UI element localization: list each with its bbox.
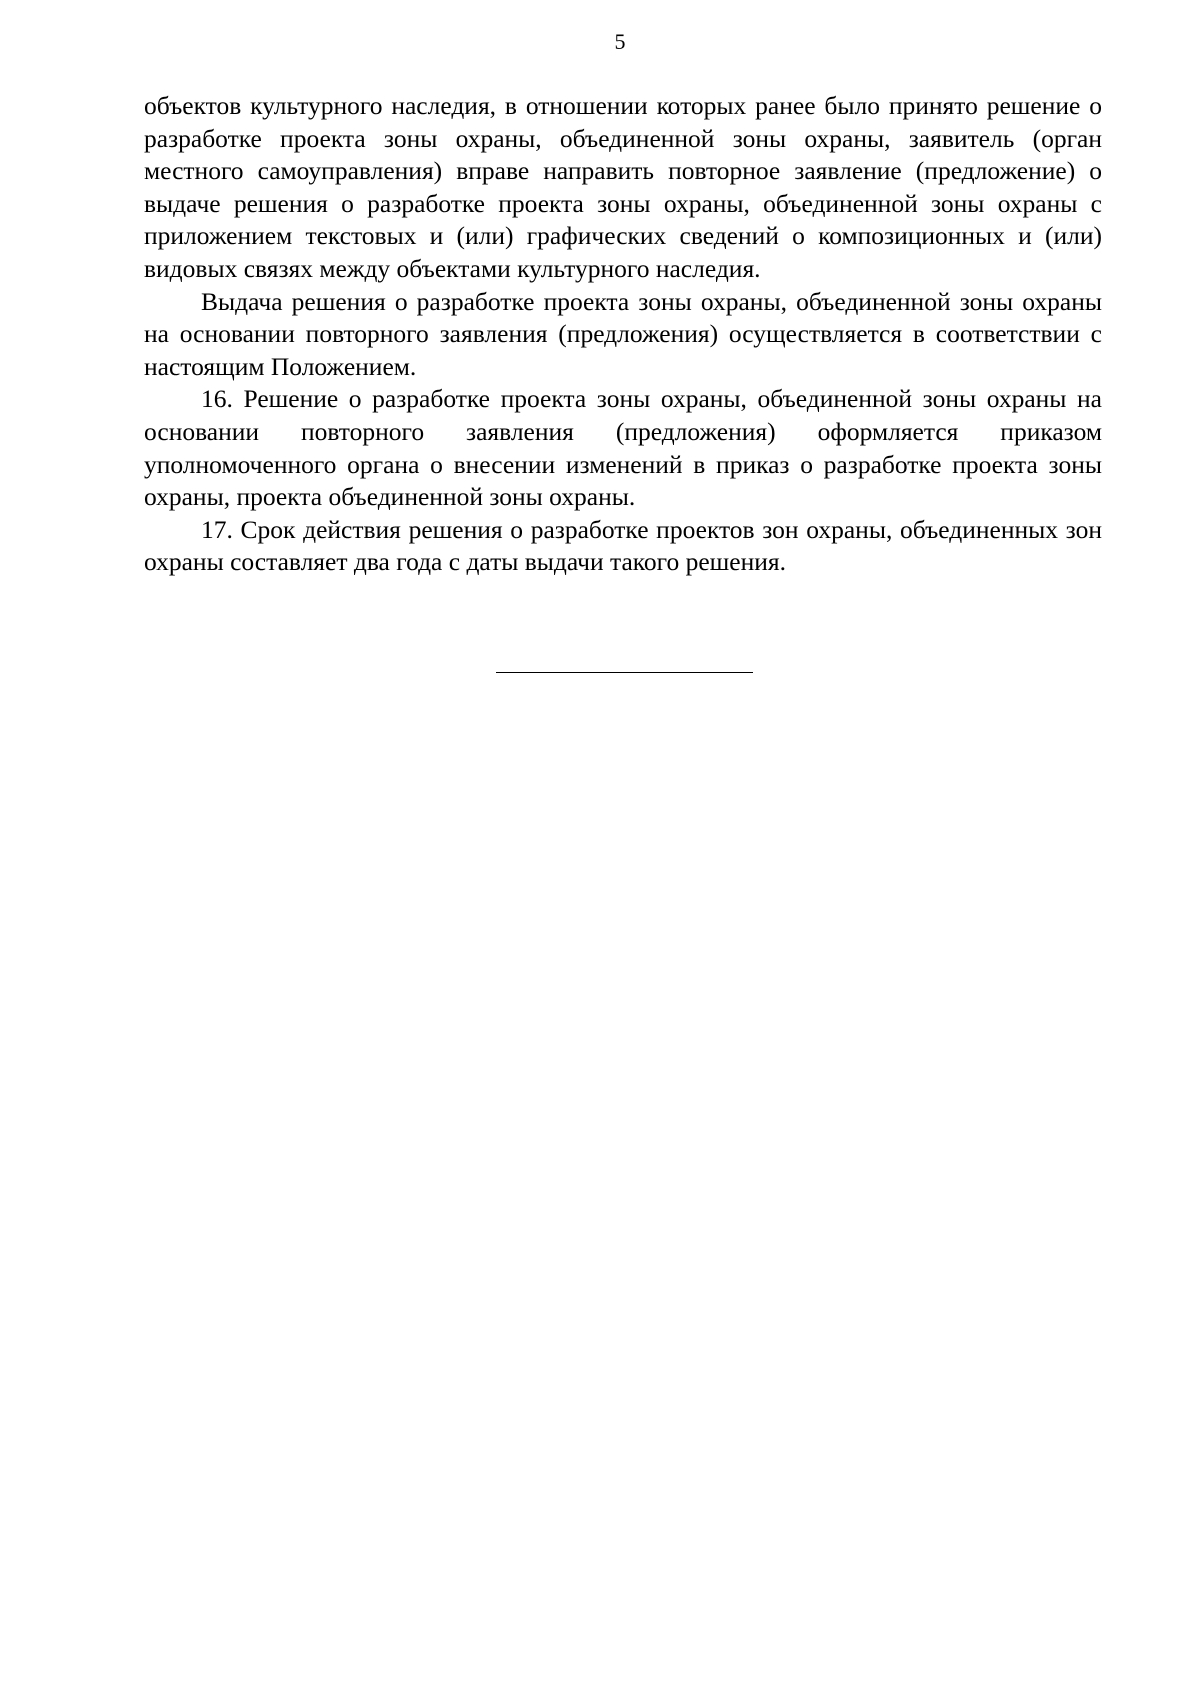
- paragraph-continuation: объектов культурного наследия, в отношении которых ранее было принято решение о разработке проекта зоны охраны, объединенной зоны охраны, заявитель (орган местного самоуправления) вправе направить повторное заявление (предложение) о выдаче решения о разработке проекта зоны охраны, объединенной зоны охраны с приложением текстовых и (или) графических сведений о композиционных и (или) видовых связях между объектами культурного наследия.: [144, 91, 1102, 283]
- page-number: 5: [614, 29, 626, 54]
- document-body: [144, 90, 1102, 579]
- paragraph-item-17: 17. Срок действия решения о разработке проектов зон охраны, объединенных зон охраны составляет два года с даты выдачи такого решения.: [144, 514, 1102, 577]
- paragraph-item-16: 16. Решение о разработке проекта зоны охраны, объединенной зоны охраны на основании повторного заявления (предложения) оформляется приказом уполномоченного органа о внесении изменений в приказ о разработке проекта зоны охраны, проекта объединенной зоны охраны.: [144, 384, 1102, 512]
- closing-divider: [496, 672, 753, 673]
- paragraph-issuance: Выдача решения о разработке проекта зоны охраны, объединенной зоны охраны на основании повторного заявления (предложения) осуществляется в соответствии с настоящим Положением.: [144, 286, 1102, 381]
